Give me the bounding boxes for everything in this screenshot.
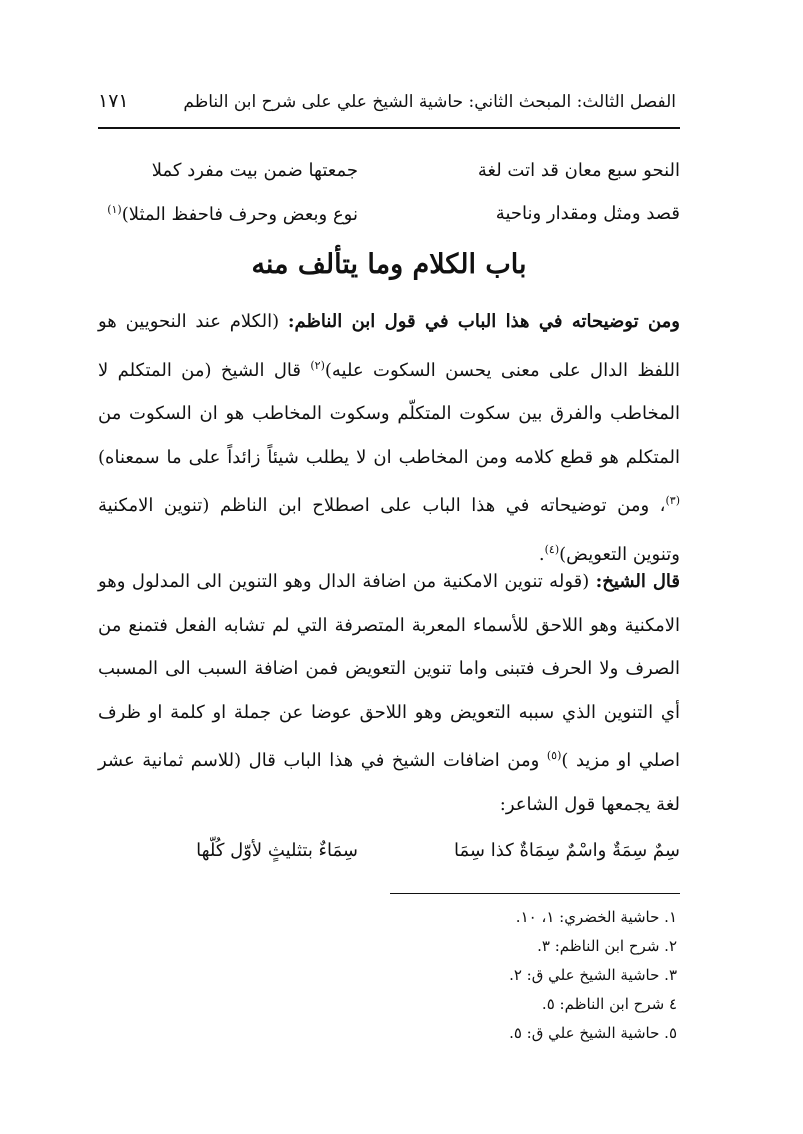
footnote: ١. حاشية الخضري: ١، ١٠. (515, 908, 677, 926)
paragraph-text: ومن اضافات الشيخ في هذا الباب قال (للاسم ثمانية عشر لغة يجمعها قول الشاعر: (98, 750, 680, 815)
footnote-ref[interactable]: (٤) (544, 542, 560, 556)
verse-first-hemistich: النحو سبع معان قد اتت لغة (477, 160, 680, 181)
paragraph-text: . (538, 543, 545, 565)
chapter-title: باب الكلام وما يتألف منه (251, 249, 527, 280)
poem-verse (98, 203, 680, 237)
verse-second-hemistich: جمعتها ضمن بيت مفرد كملا (151, 160, 358, 181)
footnotes-list (509, 903, 677, 1048)
footnote: ٥. حاشية الشيخ علي ق: ٥. (509, 1024, 677, 1042)
paragraph-text: قال الشيخ (من المتكلم لا المخاطب والفرق بين سكوت المتكلّم وسكوت المخاطب هو ان السكوت من المتكلم هو قطع كلامه ومن المخاطب ان لا يطلب شيئاً زائداً على ما سمعناه) (98, 359, 680, 468)
footnote-ref[interactable]: (١) (107, 203, 122, 216)
paragraph-text: (قوله تنوين الامكنية من اضافة الدال وهو التنوين الى المدلول وهو الامكنية وهو اللاحق للأسماء المعربة المتصرفة التي لم تشابه الفعل فتمنع من الصرف ولا الحرف فتبنى واما تنوين التعويض فمن اضافة السبب الى المسبب أي التنوين الذي سببه التعويض وهو اللاحق عوضا عن جملة او كلمة او ظرف اصلي او مزيد ) (98, 571, 680, 771)
footnote-ref[interactable]: (٣) (665, 494, 680, 507)
paragraph-text: ، ومن توضيحاته في هذا الباب على اصطلاح ابن الناظم (تنوين الامكنية وتنوين التعويض) (98, 495, 680, 565)
footnote: ٣. حاشية الشيخ علي ق: ٢. (509, 966, 677, 984)
verse-first-hemistich: قصد ومثل ومقدار وناحية (495, 203, 680, 224)
running-header: الفصل الثالث: المبحث الثاني: حاشية الشيخ علي على شرح ابن الناظم (183, 92, 676, 112)
footnote: ٢. شرح ابن الناظم: ٣. (537, 937, 677, 955)
paragraph-text: (الكلام عند النحويين هو اللفظ الدال على معنى يحسن السكوت عليه) (98, 311, 680, 381)
verse-first-hemistich: سِمٌ سِمَةٌ واسْمٌ سِمَاةٌ كذا سِمَا (454, 840, 680, 861)
footnote-ref[interactable]: (٢) (310, 358, 325, 372)
header-rule (98, 127, 680, 129)
footnote-separator (390, 893, 680, 894)
verse-second-hemistich: سِمَاءٌ بتثليثٍ لأوّل كُلّها (196, 840, 358, 861)
verse-second-hemistich (107, 203, 358, 225)
footnote: ٤ شرح ابن الناظم: ٥. (541, 995, 677, 1013)
paragraph (98, 300, 680, 576)
poem-verse (98, 840, 680, 874)
paragraph (98, 560, 680, 826)
poem-verse (98, 160, 680, 194)
footnote-ref[interactable]: (٥) (546, 749, 562, 762)
verse-text: نوع وبعض وحرف فاحفظ المثلا) (121, 204, 358, 225)
page-number: ١٧١ (98, 90, 129, 112)
paragraph-lead: ومن توضيحاته في هذا الباب في قول ابن الناظم: (287, 311, 680, 332)
paragraph-lead: قال الشيخ: (595, 571, 681, 592)
